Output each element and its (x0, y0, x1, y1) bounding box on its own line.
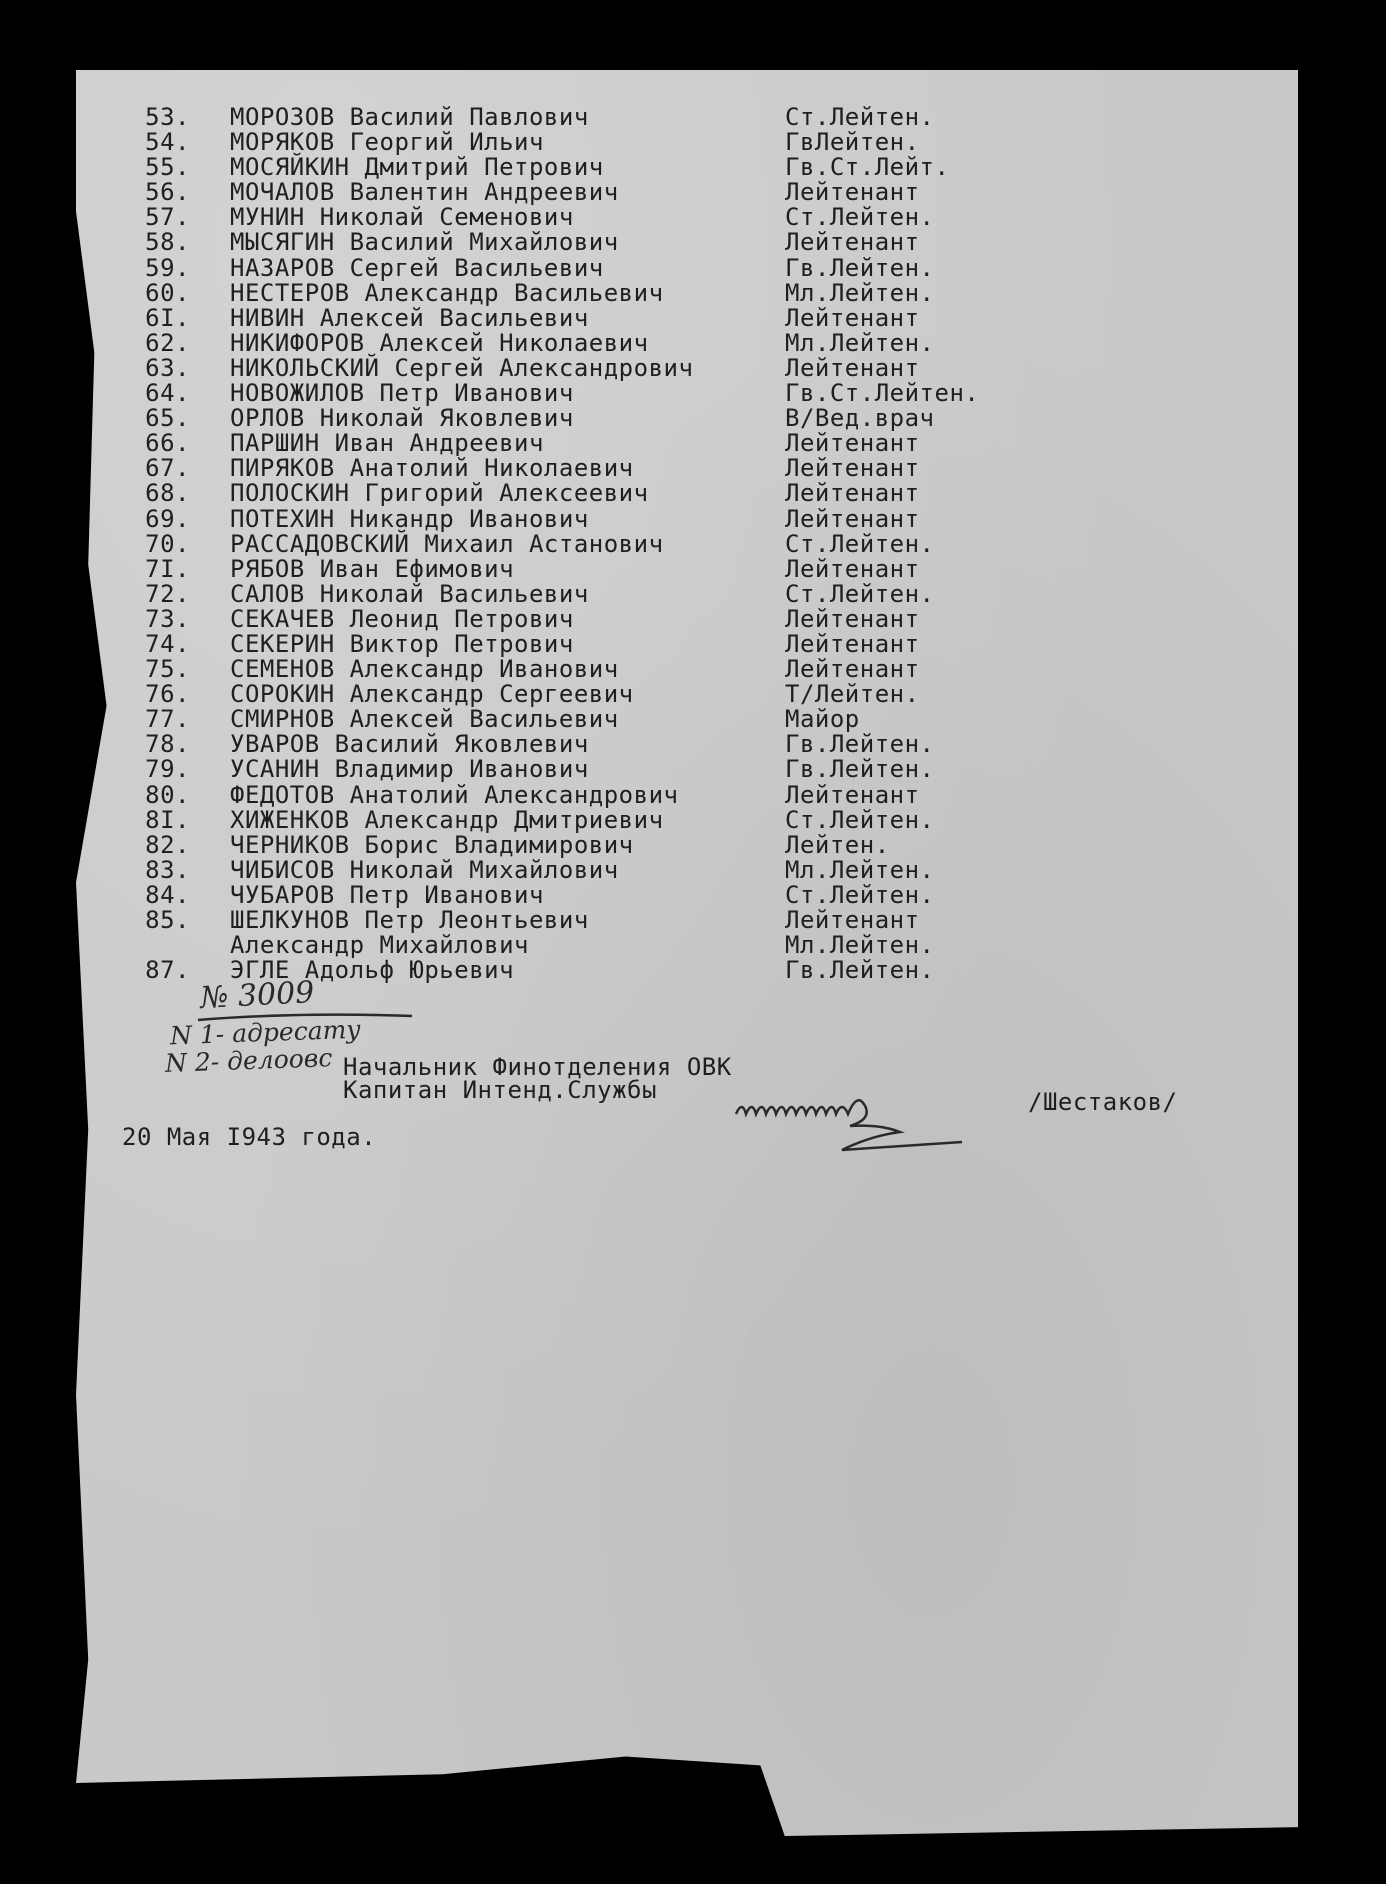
row-rank: Лейтенант (785, 178, 920, 207)
row-person-name: МЫСЯГИН Василий Михайлович (230, 228, 619, 257)
row-rank: Т/Лейтен. (785, 680, 920, 709)
list-row (140, 805, 1040, 834)
row-person-name: ПАРШИН Иван Андреевич (230, 429, 544, 458)
row-rank: Лейтенант (785, 353, 920, 382)
row-person-name: НИКОЛЬСКИЙ Сергей Александрович (230, 353, 694, 382)
list-row (140, 657, 1040, 682)
row-number: 6I. (145, 303, 190, 332)
list-row (140, 230, 1040, 255)
registration-number-note: № 3009 (199, 975, 316, 1016)
list-row (140, 456, 1040, 481)
row-number: 75. (145, 655, 190, 684)
row-rank: Лейтенант (785, 429, 920, 458)
list-row (140, 431, 1040, 456)
signatory-rank: Капитан Интенд.Службы (343, 1076, 657, 1104)
row-number: 67. (145, 454, 190, 483)
row-person-name: СМИРНОВ Алексей Васильевич (230, 705, 619, 734)
document-date: 20 Мая I943 года. (122, 1123, 377, 1151)
row-rank: Лейтенант (785, 303, 920, 332)
row-person-name: ПОЛОСКИН Григорий Алексеевич (230, 479, 649, 508)
row-person-name: МОЧАЛОВ Валентин Андреевич (230, 178, 619, 207)
row-person-name: МОРОЗОВ Василий Павлович (230, 103, 589, 131)
list-row (140, 205, 1040, 230)
list-row (140, 629, 1040, 658)
row-person-name: МОРЯКОВ Георгий Ильич (230, 128, 544, 157)
row-number: 74. (145, 629, 190, 658)
row-person-name: ОРЛОВ Николай Яковлевич (230, 404, 574, 433)
list-row (140, 381, 1040, 406)
row-rank: Лейтен. (785, 830, 890, 859)
row-person-name: МУНИН Николай Семенович (230, 203, 574, 232)
row-number: 53. (145, 103, 190, 131)
row-number: 84. (145, 880, 190, 909)
list-row (140, 554, 1040, 583)
row-number: 55. (145, 153, 190, 182)
row-person-name: ПОТЕХИН Никандр Иванович (230, 504, 589, 533)
list-row (140, 253, 1040, 282)
row-number: 83. (145, 855, 190, 884)
row-number: 70. (145, 529, 190, 558)
list-row (140, 933, 1040, 958)
row-rank: Майор (785, 705, 860, 734)
signatory-title: Начальник Финотделения ОВК (343, 1053, 732, 1081)
list-row (140, 353, 1040, 382)
list-row (140, 682, 1040, 707)
list-row (140, 180, 1040, 205)
row-rank: В/Вед.врач (785, 404, 935, 433)
row-person-name: СЕМЕНОВ Александр Иванович (230, 655, 619, 684)
row-rank: Гв.Лейтен. (785, 755, 935, 784)
row-number: 85. (145, 906, 190, 934)
row-rank: Ст.Лейтен. (785, 103, 935, 131)
row-person-name: ШЕЛКУНОВ Петр Леонтьевич (230, 906, 589, 934)
row-number: 64. (145, 379, 190, 408)
row-number: 82. (145, 830, 190, 859)
row-rank: ГвЛейтен. (785, 128, 920, 157)
row-rank: Лейтенант (785, 604, 920, 633)
list-row (140, 278, 1040, 307)
row-rank: Лейтенант (785, 906, 920, 934)
row-person-name: ПИРЯКОВ Анатолий Николаевич (230, 454, 634, 483)
row-person-name: ХИЖЕНКОВ Александр Дмитриевич (230, 805, 664, 834)
list-row (140, 155, 1040, 180)
row-rank: Гв.Лейтен. (785, 730, 935, 759)
list-row (140, 732, 1040, 757)
list-row (140, 328, 1040, 357)
row-number: 8I. (145, 805, 190, 834)
row-rank: Гв.Лейтен. (785, 253, 935, 282)
row-person-name: МОСЯЙКИН Дмитрий Петрович (230, 153, 604, 182)
row-person-name: УСАНИН Владимир Иванович (230, 755, 589, 784)
row-person-name: САЛОВ Николай Васильевич (230, 579, 589, 608)
row-person-name: ФЕДОТОВ Анатолий Александрович (230, 780, 679, 809)
row-person-name: НИВИН Алексей Васильевич (230, 303, 589, 332)
row-person-name: РАССАДОВСКИЙ Михаил Астанович (230, 529, 664, 558)
row-rank: Мл.Лейтен. (785, 855, 935, 884)
row-rank: Лейтенант (785, 504, 920, 533)
row-number: 60. (145, 278, 190, 307)
row-rank: Ст.Лейтен. (785, 880, 935, 909)
row-number: 66. (145, 429, 190, 458)
row-person-name: НАЗАРОВ Сергей Васильевич (230, 253, 604, 282)
row-number: 62. (145, 328, 190, 357)
row-rank: Лейтенант (785, 780, 920, 809)
row-rank: Лейтенант (785, 454, 920, 483)
row-person-name: СОРОКИН Александр Сергеевич (230, 680, 634, 709)
row-rank: Ст.Лейтен. (785, 579, 935, 608)
list-row (140, 130, 1040, 155)
distribution-note-2: N 2- делоовс (164, 1043, 333, 1078)
list-row (140, 757, 1040, 782)
list-row (140, 504, 1040, 533)
personnel-list (140, 105, 1040, 983)
row-person-name: НИКИФОРОВ Алексей Николаевич (230, 328, 649, 357)
row-person-name: СЕКАЧЕВ Леонид Петрович (230, 604, 574, 633)
row-person-name: ЧИБИСОВ Николай Михайлович (230, 855, 619, 884)
row-number: 57. (145, 203, 190, 232)
row-person-name: Александр Михайлович (230, 931, 529, 960)
row-person-name: РЯБОВ Иван Ефимович (230, 554, 515, 583)
row-rank: Ст.Лейтен. (785, 203, 935, 232)
signature-mark (730, 1078, 1050, 1158)
row-rank: Гв.Ст.Лейт. (785, 153, 950, 182)
row-number: 72. (145, 579, 190, 608)
row-person-name: УВАРОВ Василий Яковлевич (230, 730, 589, 759)
list-row (140, 707, 1040, 732)
row-rank: Гв.Ст.Лейтен. (785, 379, 980, 408)
row-rank: Лейтенант (785, 228, 920, 257)
row-number: 59. (145, 253, 190, 282)
list-row (140, 908, 1040, 933)
row-number: 65. (145, 404, 190, 433)
list-row (140, 579, 1040, 608)
row-number: 7I. (145, 554, 190, 583)
row-rank: Мл.Лейтен. (785, 328, 935, 357)
row-rank: Лейтенант (785, 629, 920, 658)
row-rank: Ст.Лейтен. (785, 805, 935, 834)
row-number: 56. (145, 178, 190, 207)
list-row (140, 855, 1040, 884)
row-number: 63. (145, 353, 190, 382)
row-person-name: НОВОЖИЛОВ Петр Иванович (230, 379, 574, 408)
row-person-name: СЕКЕРИН Виктор Петрович (230, 629, 574, 658)
row-rank: Ст.Лейтен. (785, 529, 935, 558)
list-row (140, 105, 1040, 130)
list-row (140, 880, 1040, 909)
row-number: 80. (145, 780, 190, 809)
row-number: 69. (145, 504, 190, 533)
list-row (140, 529, 1040, 558)
list-row (140, 604, 1040, 633)
list-row (140, 780, 1040, 809)
row-person-name: ЧУБАРОВ Петр Иванович (230, 880, 544, 909)
row-rank: Мл.Лейтен. (785, 931, 935, 960)
row-rank: Лейтенант (785, 655, 920, 684)
row-number: 54. (145, 128, 190, 157)
row-person-name: НЕСТЕРОВ Александр Васильевич (230, 278, 664, 307)
row-number: 78. (145, 730, 190, 759)
row-person-name: ЧЕРНИКОВ Борис Владимирович (230, 830, 634, 859)
row-number: 68. (145, 479, 190, 508)
row-number: 73. (145, 604, 190, 633)
row-rank: Гв.Лейтен. (785, 956, 935, 985)
row-number: 79. (145, 755, 190, 784)
row-person-name: ЭГЛЕ Адольф Юрьевич (230, 956, 515, 985)
row-number: 76. (145, 680, 190, 709)
row-number: 58. (145, 228, 190, 257)
list-row (140, 406, 1040, 431)
list-row (140, 303, 1040, 332)
distribution-note-1: N 1- адресату (169, 1014, 362, 1051)
signatory-name: /Шестаков/ (1028, 1088, 1178, 1116)
row-rank: Лейтенант (785, 479, 920, 508)
list-row (140, 481, 1040, 506)
row-rank: Мл.Лейтен. (785, 278, 935, 307)
row-rank: Лейтенант (785, 554, 920, 583)
list-row (140, 830, 1040, 859)
row-number: 87. (145, 956, 190, 985)
row-number: 77. (145, 705, 190, 734)
